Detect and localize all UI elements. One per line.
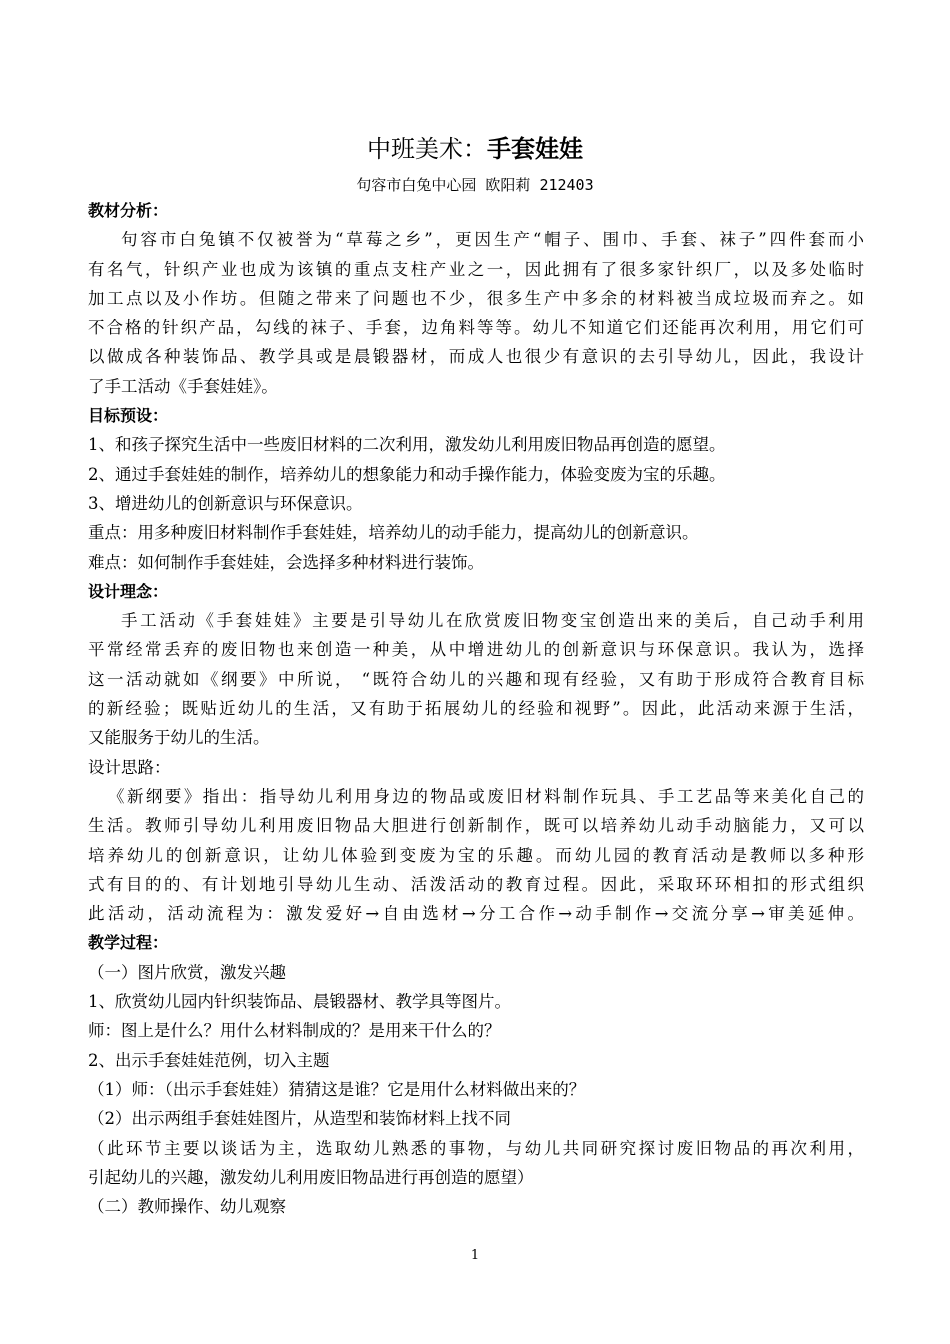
paragraph-line: 句容市白兔镇不仅被誉为“草莓之乡”，更因生产“帽子、围巾、手套、袜子”四件套而小	[121, 230, 864, 250]
paragraph-line: 这一活动就如《纲要》中所说， “既符合幼儿的兴趣和现有经验，又有助于形成符合教育目标	[88, 669, 864, 689]
section-heading-process: 教学过程：	[88, 933, 169, 953]
section-heading-analysis: 教材分析：	[88, 201, 169, 220]
paragraph-line: 了手工活动《手套娃娃》。	[88, 376, 278, 396]
paragraph-line: 又能服务于幼儿的生活。	[88, 728, 270, 748]
paragraph-line: 《新纲要》指出：指导幼儿利用身边的物品或废旧材料制作玩具、手工艺品等来美化自己的	[108, 786, 864, 806]
goal-item: 1、和孩子探究生活中一些废旧材料的二次利用，激发幼儿利用废旧物品再创造的愿望。	[88, 435, 726, 455]
process-line: （一）图片欣赏，激发兴趣	[88, 962, 286, 982]
paragraph-line: 生活。教师引导幼儿利用废旧物品大胆进行创新制作，既可以培养幼儿动手动脑能力，又可以	[88, 816, 864, 836]
paragraph-line: 加工点以及小作坊。但随之带来了问题也不少，很多生产中多余的材料被当成垃圾而弃之。如	[88, 288, 864, 308]
paragraph-line: 此活动，活动流程为：激发爱好→自由选材→分工合作→动手制作→交流分享→审美延伸。	[88, 904, 864, 924]
goal-item: 2、通过手套娃娃的制作，培养幼儿的想象能力和动手操作能力，体验变废为宝的乐趣。	[88, 464, 726, 484]
paragraph-line: 有名气，针织产业也成为该镇的重点支柱产业之一，因此拥有了很多家针织厂，以及多处临时	[88, 259, 864, 279]
paragraph-line: 手工活动《手套娃娃》主要是引导幼儿在欣赏废旧物变宝创造出来的美后，自己动手利用	[121, 611, 864, 631]
paragraph-line: 的新经验；既贴近幼儿的生活，又有助于拓展幼儿的经验和视野”。因此，此活动来源于生活，	[88, 699, 864, 719]
paragraph-line: 平常经常丢弃的废旧物也来创造一种美，从中增进幼儿的创新意识与环保意识。我认为，选择	[88, 640, 864, 660]
process-line: 1、欣赏幼儿园内针织装饰品、晨锻器材、教学具等图片。	[88, 992, 511, 1012]
goal-item: 3、增进幼儿的创新意识与环保意识。	[88, 493, 363, 513]
section-heading-goals: 目标预设：	[88, 406, 169, 426]
process-line: （2）出示两组手套娃娃图片，从造型和装饰材料上找不同	[88, 1109, 511, 1129]
key-point: 重点：用多种废旧材料制作手套娃娃，培养幼儿的动手能力，提高幼儿的创新意识。	[88, 523, 699, 543]
document-body	[88, 196, 864, 1221]
title-main: 手套娃娃	[487, 135, 583, 163]
title-prefix: 中班美术：	[367, 135, 487, 163]
process-line: 2、出示手套娃娃范例，切入主题	[88, 1050, 330, 1070]
page-title	[0, 132, 950, 166]
paragraph-line: 培养幼儿的创新意识，让幼儿体验到变废为宝的乐趣。而幼儿园的教育活动是教师以多种形	[88, 845, 864, 865]
section-heading-ideas: 设计思路：	[88, 757, 171, 777]
process-line: （二）教师操作、幼儿观察	[88, 1197, 286, 1217]
page-number: 1	[470, 1248, 480, 1263]
process-line: 引起幼儿的兴趣，激发幼儿利用废旧物品进行再创造的愿望）	[88, 1167, 534, 1187]
section-heading-concept: 设计理念：	[88, 581, 169, 601]
process-line: 师：图上是什么？用什么材料制成的？是用来干什么的？	[88, 1021, 501, 1041]
paragraph-line: 式有目的的、有计划地引导幼儿生动、活泼活动的教育过程。因此，采取环环相扣的形式组织	[88, 874, 864, 894]
difficult-point: 难点：如何制作手套娃娃，会选择多种材料进行装饰。	[88, 552, 484, 572]
process-line: （1）师：（出示手套娃娃）猜猜这是谁？它是用什么材料做出来的？	[88, 1079, 586, 1099]
author-line: 句容市白兔中心园 欧阳莉 212403	[356, 176, 594, 194]
paragraph-line: 不合格的针织产品，勾线的袜子、手套，边角料等等。幼儿不知道它们还能再次利用，用它们可	[88, 318, 864, 338]
process-line: （此环节主要以谈话为主，选取幼儿熟悉的事物，与幼儿共同研究探讨废旧物品的再次利用，	[88, 1138, 864, 1158]
paragraph-line: 以做成各种装饰品、教学具或是晨锻器材，而成人也很少有意识的去引导幼儿，因此，我设计	[88, 347, 864, 367]
